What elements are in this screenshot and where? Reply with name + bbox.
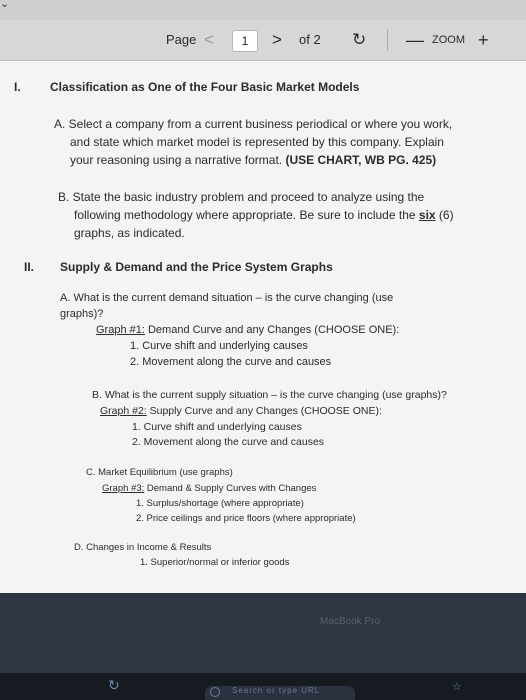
list-item: 2. Price ceilings and price floors (where appropriate) <box>136 513 356 524</box>
chart-reference: (USE CHART, WB PG. 425) <box>285 153 437 167</box>
document-page <box>0 61 526 593</box>
list-item: 1. Surplus/shortage (where appropriate) <box>136 498 304 509</box>
search-icon <box>210 687 220 697</box>
zoom-in-button[interactable]: + <box>478 30 489 50</box>
top-strip <box>0 0 526 20</box>
paragraph-line: D. Changes in Income & Results <box>74 542 212 553</box>
pdf-toolbar <box>0 20 526 61</box>
graph-heading <box>102 483 316 494</box>
paragraph-line: B. What is the current supply situation – is the curve changing (use graphs)? <box>92 389 447 401</box>
section-title: Supply & Demand and the Price System Graphs <box>60 260 333 274</box>
zoom-out-button[interactable]: — <box>406 30 424 50</box>
paragraph-line: A. What is the current demand situation – is the curve changing (use <box>60 292 394 304</box>
reload-icon[interactable]: ↻ <box>108 677 120 693</box>
paragraph-line: graphs)? <box>60 308 104 320</box>
device-brand-label: MacBook Pro <box>320 616 381 627</box>
paragraph-line <box>74 208 454 222</box>
emphasis-six: six <box>418 208 436 222</box>
graph-description: Supply Curve and any Changes (CHOOSE ONE): <box>149 405 382 417</box>
list-item: 2. Movement along the curve and causes <box>130 356 332 368</box>
paragraph-text: (6) <box>438 208 454 222</box>
paragraph-line: graphs, as indicated. <box>74 226 185 240</box>
graph-label: Graph #1: <box>96 324 145 336</box>
paragraph-line: B. State the basic industry problem and proceed to analyze using the <box>58 190 425 204</box>
graph-label: Graph #3: <box>102 483 145 494</box>
paragraph-text: your reasoning using a narrative format. <box>70 153 283 167</box>
list-item: 1. Curve shift and underlying causes <box>130 340 308 352</box>
zoom-label: ZOOM <box>432 34 465 46</box>
page-label: Page <box>166 32 197 47</box>
laptop-bezel <box>0 593 526 673</box>
list-item: 2. Movement along the curve and causes <box>132 436 325 448</box>
toolbar-divider <box>387 29 388 51</box>
paragraph-text: following methodology where appropriate. Be sure to include the <box>74 208 416 222</box>
paragraph-line: A. Select a company from a current business periodical or where you work, <box>54 117 453 131</box>
paragraph-line: and state which market model is represented by this company. Explain <box>70 135 444 149</box>
graph-description: Demand & Supply Curves with Changes <box>146 483 317 494</box>
section-title: Classification as One of the Four Basic Market Models <box>50 80 360 94</box>
graph-description: Demand Curve and any Changes (CHOOSE ONE): <box>147 324 400 336</box>
list-item: 1. Superior/normal or inferior goods <box>140 557 290 568</box>
graph-label: Graph #2: <box>100 405 147 417</box>
section-number: I. <box>14 80 21 94</box>
page-count-label: of 2 <box>299 32 321 47</box>
chevron-down-icon: ⌄ <box>0 0 10 10</box>
url-input-placeholder[interactable]: Search or type URL <box>232 686 321 695</box>
next-page-button[interactable]: > <box>272 30 282 49</box>
graph-heading <box>96 324 399 336</box>
rotate-icon[interactable]: ↻ <box>352 30 367 49</box>
list-item: 1. Curve shift and underlying causes <box>132 421 302 433</box>
graph-heading <box>100 405 382 417</box>
paragraph-line <box>70 153 436 167</box>
paragraph-line: C. Market Equilibrium (use graphs) <box>86 467 233 478</box>
page-number-input[interactable]: 1 <box>232 30 258 52</box>
star-icon[interactable]: ☆ <box>452 681 462 693</box>
section-number: II. <box>24 260 35 274</box>
previous-page-button[interactable]: < <box>204 30 214 49</box>
